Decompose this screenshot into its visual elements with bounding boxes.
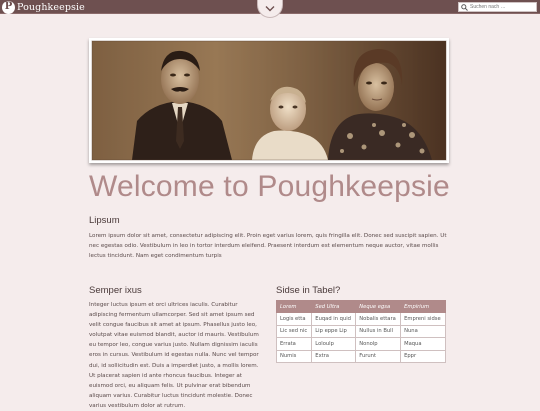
table-row <box>277 338 446 351</box>
table-cell: Eppr <box>401 350 446 363</box>
search-icon <box>461 4 468 11</box>
search-input[interactable] <box>470 3 536 11</box>
table-header-row <box>277 301 446 313</box>
logo-badge: P <box>2 1 15 14</box>
table-cell: Maqua <box>401 338 446 351</box>
hero-image <box>89 38 449 163</box>
lipsum-paragraph: Lorem ipsum dolor sit amet, consectetur adipiscing elit. Proin eget varius lorem, quis fringilla elit. Donec sed suscipit sapien. Ut nec egestas odio. Vestibulum in leo in tortor interdum eleifend. Praesent interdum est elementum neque auctor, vitae mollis lectus tincidunt. Nam eget condimentum turpis <box>89 233 447 259</box>
table-row <box>277 313 446 326</box>
site-logo[interactable] <box>2 1 85 13</box>
table-cell: Logis etta <box>277 313 312 326</box>
family-photo <box>92 41 446 160</box>
table-cell: Lip eppe Lip <box>312 325 356 338</box>
table-header-cell: Sed Ultra <box>312 301 356 313</box>
table-cell: Nullus in Bull <box>356 325 401 338</box>
site-name: Poughkeepsie <box>17 1 85 13</box>
search-box[interactable] <box>458 2 537 12</box>
table-cell: Furunt <box>356 350 401 363</box>
lipsum-heading: Lipsum <box>89 215 120 226</box>
table-cell: Lic sed nic <box>277 325 312 338</box>
table-cell: Numis <box>277 350 312 363</box>
table-cell: Nonolp <box>356 338 401 351</box>
semper-heading: Semper ixus <box>89 285 142 296</box>
table-cell: Errata <box>277 338 312 351</box>
table-cell: Nuna <box>401 325 446 338</box>
table-heading: Sidse in Tabel? <box>276 285 341 296</box>
page-title: Welcome to Poughkeepsie <box>89 170 450 203</box>
table-cell: Empreni sidse <box>401 313 446 326</box>
table-header-cell: Empirium <box>401 301 446 313</box>
table-cell: Loloulp <box>312 338 356 351</box>
menu-toggle-button[interactable] <box>257 0 283 18</box>
table-header-cell: Neque egsa <box>356 301 401 313</box>
table-cell: Euqad in quid <box>312 313 356 326</box>
chevron-down-icon <box>265 5 275 12</box>
table-row <box>277 350 446 363</box>
table-row <box>277 325 446 338</box>
data-table <box>276 300 446 363</box>
semper-paragraph: Integer luctus ipsum et orci ultrices iaculis. Curabitur adipiscing fermentum ullamcorper. Sed sit amet ipsum sed velit congue faucibus sit amet at ipsum. Phasellus justo leo, volutpat vitae euismod blandit, auctor id mauris. Vestibulum eu tempor leo, congue varius justo. Nullam dignissim iaculis eros in cursus. Vestibulum id egestas nulla. Nunc vel tempor dui, id sollicitudin est. Duis a imperdiet justo, a mollis lorem. Ut placerat sapien id ante rhoncus faucibus. Integer at euismod orci, eu aliquam felis. Ut pulvinar erat bibendum aliquam varius. Curabitur luctus tincidunt molestie. Donec varius vestibulum dolor at rutrum. <box>89 302 259 409</box>
table-header-cell: Lorem <box>277 301 312 313</box>
table-cell: Extra <box>312 350 356 363</box>
table-cell: Nobalis ettara <box>356 313 401 326</box>
